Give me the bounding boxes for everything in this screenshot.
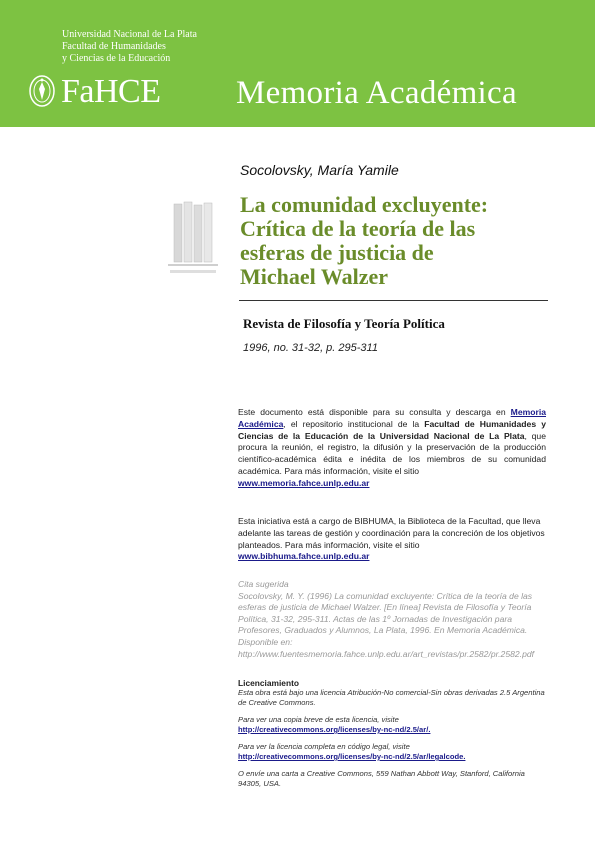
title-line: Michael Walzer <box>240 264 389 289</box>
title-divider <box>239 300 548 301</box>
citation-label: Cita sugerida <box>238 579 289 589</box>
license-text: Esta obra está bajo una licencia Atribución-No comercial-Sin obras derivadas 2.5 Argentina de Creative Commons. <box>238 688 545 707</box>
info-text: Este documento está disponible para su consulta y descarga en <box>238 407 511 417</box>
license-heading: Licenciamiento <box>238 678 299 688</box>
info-text: , el repositorio institucional de la <box>283 418 425 429</box>
repository-name: Memoria Académica <box>236 75 517 111</box>
license-brief-link[interactable]: http://creativecommons.org/licenses/by-nc-nd/2.5/ar/. <box>238 725 431 734</box>
title-line: Crítica de la teoría de las <box>240 216 476 241</box>
faculty-name-bold: Facultad de Humanidades y Ciencias de la Educación de la Universidad Nacional de La Plata <box>238 418 546 441</box>
journal-name: Revista de Filosofía y Teoría Política <box>243 316 445 331</box>
memoria-link[interactable]: Memoria Académica <box>238 407 546 429</box>
citation-text: Socolovsky, M. Y. (1996) La comunidad excluyente: Crítica de la teoría de las esferas de justicia de Michael Walzer. [En línea] Revista de Filosofía y Teoría Política, 31-32, 295-311. Actas de las 1º Jornadas de Investigación para Profesores, Graduados y Alumnos, La Plata, 1996. En Memoria Académica. Disponible en: http://www.fuentesmemoria.fahce.unlp.edu.ar/art_revistas/pr.2582/pr.2582.pdf <box>238 590 535 659</box>
issue-info: 1996, no. 31-32, p. 295-311 <box>243 342 378 354</box>
header-banner <box>0 0 595 127</box>
license-brief-label: Para ver una copia breve de esta licencia, visite <box>238 715 399 724</box>
repository-info-paragraph <box>238 407 546 490</box>
suggested-citation <box>238 579 548 660</box>
license-full-link[interactable]: http://creativecommons.org/licenses/by-nc-nd/2.5/ar/legalcode. <box>238 752 466 761</box>
faculty-line: Facultad de Humanidades <box>62 41 166 52</box>
university-line: Universidad Nacional de La Plata <box>62 29 197 40</box>
books-icon <box>166 200 222 280</box>
bibhuma-info-paragraph <box>238 516 546 563</box>
fahce-logo: FaHCE <box>61 73 161 110</box>
license-mail-text: O envíe una carta a Creative Commons, 559 Nathan Abbott Way, Stanford, California 94305, USA. <box>238 769 525 788</box>
title-line: esferas de justicia de <box>240 240 434 265</box>
university-lines <box>62 29 197 65</box>
article-title <box>240 193 560 289</box>
license-section <box>238 678 548 789</box>
author: Socolovsky, María Yamile <box>240 162 399 178</box>
title-line: La comunidad excluyente: <box>240 192 489 217</box>
bibhuma-url-link[interactable]: www.bibhuma.fahce.unlp.edu.ar <box>238 551 370 562</box>
info-text: , que procura la reunión, el registro, la difusión y la preservación de la producción científico-académica édita e inédita de los miembros de su comunidad académica. Para más información, visite el sitio <box>238 430 546 476</box>
license-full-label: Para ver la licencia completa en código legal, visite <box>238 742 410 751</box>
university-seal-icon <box>28 74 56 108</box>
faculty-line-2: y Ciencias de la Educación <box>62 53 171 64</box>
info-text: Esta iniciativa está a cargo de BIBHUMA, la Biblioteca de la Facultad, que lleva adelante las tareas de gestión y coordinación para la concreción de los objetivos planteados. Para más información, visite el sitio <box>238 516 545 550</box>
memoria-url-link[interactable]: www.memoria.fahce.unlp.edu.ar <box>238 477 370 488</box>
